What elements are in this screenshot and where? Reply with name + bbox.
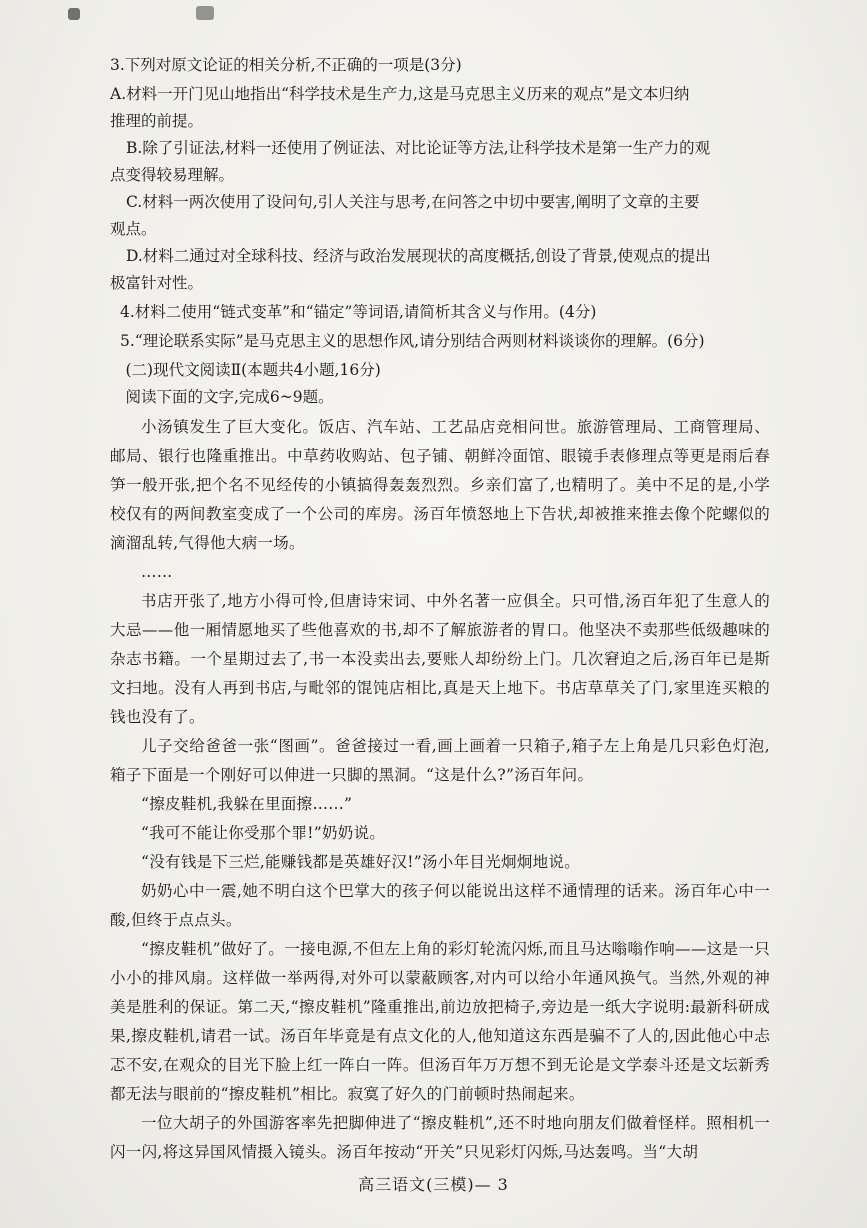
section-heading: (二)现代文阅读Ⅱ(本题共4小题,16分)	[125, 361, 381, 379]
question-3: 3.下列对原文论证的相关分析,不正确的一项是(3分)	[110, 56, 462, 74]
page-content	[110, 52, 770, 1167]
q3-option-a-line1: A.材料一开门见山地指出“科学技术是生产力,这是马克思主义历来的观点”是文本归纳	[110, 85, 690, 103]
story-text	[110, 413, 770, 1167]
story-paragraph: “擦皮鞋机,我躲在里面擦……”	[141, 795, 353, 813]
q3-option-b	[110, 135, 770, 189]
q3-option-c	[110, 189, 770, 243]
page-footer: 高三语文(三模)— 3	[358, 1175, 509, 1194]
question-5: 5.“理论联系实际”是马克思主义的思想作风,请分别结合两则材料谈谈你的理解。(6分)	[120, 332, 705, 350]
q3-option-b-line1: B.除了引证法,材料一还使用了例证法、对比论证等方法,让科学技术是第一生产力的观	[126, 139, 711, 157]
scan-mark	[68, 8, 80, 20]
q3-option-c-line2: 观点。	[110, 220, 157, 238]
q3-option-a-line2: 推理的前提。	[110, 112, 204, 130]
q3-option-d-line2: 极富针对性。	[110, 274, 204, 292]
story-paragraph: “擦皮鞋机”做好了。一接电源,不但左上角的彩灯轮流闪烁,而且马达嗡嗡作响——这是一只小小的排风扇。这样做一举两得,对外可以蒙蔽顾客,对内可以给小年通风换气。当然,外观的神美是胜利的保证。第二天,“擦皮鞋机”隆重推出,前边放把椅子,旁边是一纸大字说明:最新科研成果,擦皮鞋机,请君一试。汤百年毕竟是有点文化的人,他知道这东西是骗不了人的,因此他心中忐忑不安,在观众的目光下脸上红一阵白一阵。但汤百年万万想不到无论是文学泰斗还是文坛新秀都无法与眼前的“擦皮鞋机”相比。寂寞了好久的门前顿时热闹起来。	[110, 940, 770, 1103]
scan-mark	[196, 6, 214, 20]
story-ellipsis: ……	[141, 563, 173, 581]
story-paragraph: 奶奶心中一震,她不明白这个巴掌大的孩子何以能说出这样不通情理的话来。汤百年心中一酸,但终于点点头。	[110, 882, 770, 929]
q3-option-b-line2: 点变得较易理解。	[110, 166, 235, 184]
story-paragraph: 书店开张了,地方小得可怜,但唐诗宋词、中外名著一应俱全。只可惜,汤百年犯了生意人的大忌——他一厢情愿地买了些他喜欢的书,却不了解旅游者的胃口。他坚决不卖那些低级趣味的杂志书籍。一个星期过去了,书一本没卖出去,要账人却纷纷上门。几次窘迫之后,汤百年已是斯文扫地。没有人再到书店,与毗邻的馄饨店相比,真是天上地下。书店草草关了门,家里连买粮的钱也没有了。	[110, 592, 770, 726]
q3-option-c-line1: C.材料一两次使用了设问句,引人关注与思考,在问答之中切中要害,阐明了文章的主要	[126, 193, 700, 211]
q3-option-a	[110, 81, 770, 135]
story-paragraph: 儿子交给爸爸一张“图画”。爸爸接过一看,画上画着一只箱子,箱子左上角是几只彩色灯泡,箱子下面是一个刚好可以伸进一只脚的黑洞。“这是什么?”汤百年问。	[110, 737, 770, 784]
q3-option-d	[110, 243, 770, 297]
story-paragraph: “没有钱是下三烂,能赚钱都是英雄好汉!”汤小年目光炯炯地说。	[141, 853, 581, 871]
story-paragraph: 小汤镇发生了巨大变化。饭店、汽车站、工艺品店竞相问世。旅游管理局、工商管理局、邮局、银行也隆重推出。中草药收购站、包子铺、朝鲜冷面馆、眼镜手表修理点等更是雨后春笋一般开张,把个名不见经传的小镇搞得轰轰烈烈。乡亲们富了,也精明了。美中不足的是,小学校仅有的两间教室变成了一个公司的库房。汤百年愤怒地上下告状,却被推来推去像个陀螺似的滴溜乱转,气得他大病一场。	[110, 418, 770, 552]
question-4: 4.材料二使用“链式变革”和“锚定”等词语,请简析其含义与作用。(4分)	[120, 303, 597, 321]
story-paragraph: “我可不能让你受那个罪!”奶奶说。	[141, 824, 386, 842]
section-instruction: 阅读下面的文字,完成6~9题。	[125, 388, 334, 406]
q3-option-d-line1: D.材料二通过对全球科技、经济与政治发展现状的高度概括,创设了背景,使观点的提出	[126, 247, 711, 265]
story-paragraph: 一位大胡子的外国游客率先把脚伸进了“擦皮鞋机”,还不时地向朋友们做着怪样。照相机一闪一闪,将这异国风情摄入镜头。汤百年按动“开关”只见彩灯闪烁,马达轰鸣。当“大胡	[110, 1114, 770, 1161]
